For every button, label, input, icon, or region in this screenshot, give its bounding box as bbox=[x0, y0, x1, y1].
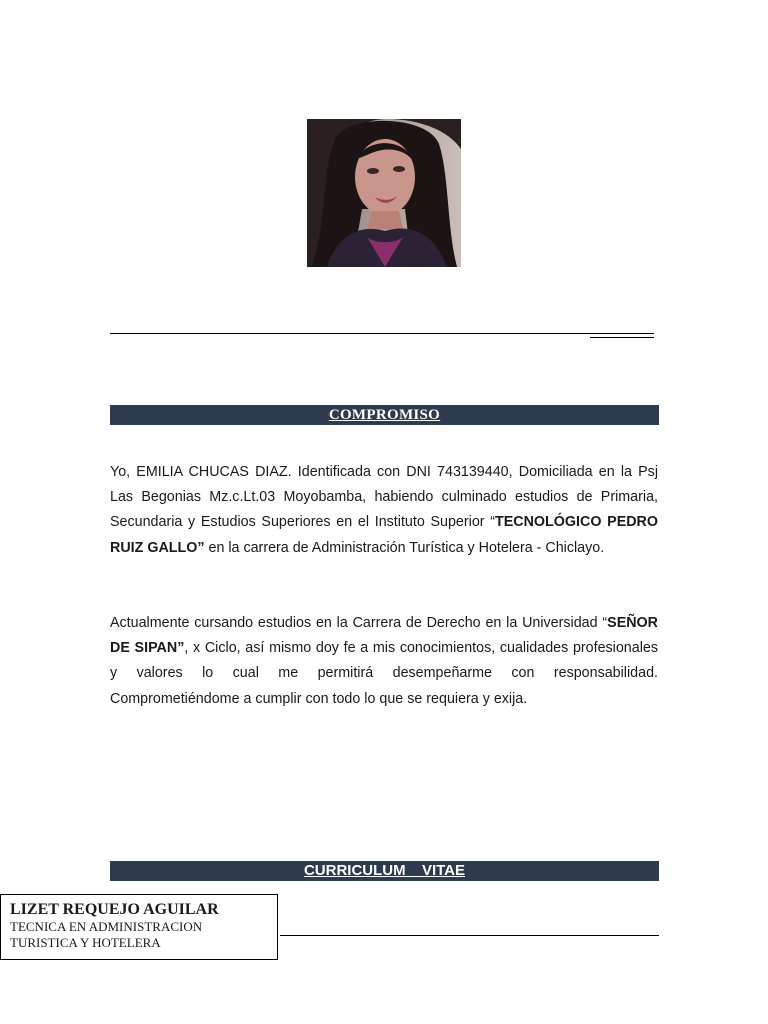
cv-heading-bar bbox=[110, 861, 659, 881]
top-rule bbox=[110, 333, 654, 334]
title-line-1: TECNICA EN ADMINISTRACION bbox=[10, 919, 203, 934]
compromiso-heading: COMPROMISO bbox=[328, 407, 441, 423]
p1-text-c: en la carrera de Administración Turística y Hotelera - Chiclayo. bbox=[204, 539, 605, 556]
profile-photo bbox=[307, 119, 461, 267]
p2-text-a: Actualmente cursando estudios en la Carrera de Derecho en la Universidad “ bbox=[110, 615, 608, 631]
p2-university-name: SEÑOR DE SIPAN” bbox=[110, 615, 658, 657]
portrait-photo-icon bbox=[307, 119, 461, 267]
compromiso-paragraph-1 bbox=[110, 460, 658, 561]
cv-heading: CURRICULUM VITAE bbox=[303, 862, 466, 879]
compromiso-paragraph-2 bbox=[110, 611, 658, 712]
compromiso-heading-bar bbox=[110, 405, 659, 425]
p1-text-a: Yo, EMILIA CHUCAS DIAZ. Identificada con DNI 743139440, Domiciliada en la Psj Las Begonias Mz.c.Lt.03 Moyobamba, habiendo culminado estudios de Primaria, Secundaria y Estudios Superiores en el Instituto Superior “ bbox=[110, 464, 658, 531]
p2-text-c: , x Ciclo, así mismo doy fe a mis conocimientos, cualidades profesionales y valores lo cual me permitirá desempeñarme con responsabilidad. Comprometiéndome a cumplir con todo lo que se requiera y exija. bbox=[110, 640, 658, 707]
p1-institute-name: TECNOLÓGICO PEDRO RUIZ GALLO” bbox=[110, 514, 658, 556]
person-name: LIZET REQUEJO AGUILAR bbox=[10, 901, 219, 918]
top-rule-short bbox=[590, 337, 654, 338]
title-line-2: TURISTICA Y HOTELERA bbox=[10, 935, 161, 950]
bottom-rule bbox=[280, 935, 659, 936]
name-box bbox=[0, 894, 278, 960]
